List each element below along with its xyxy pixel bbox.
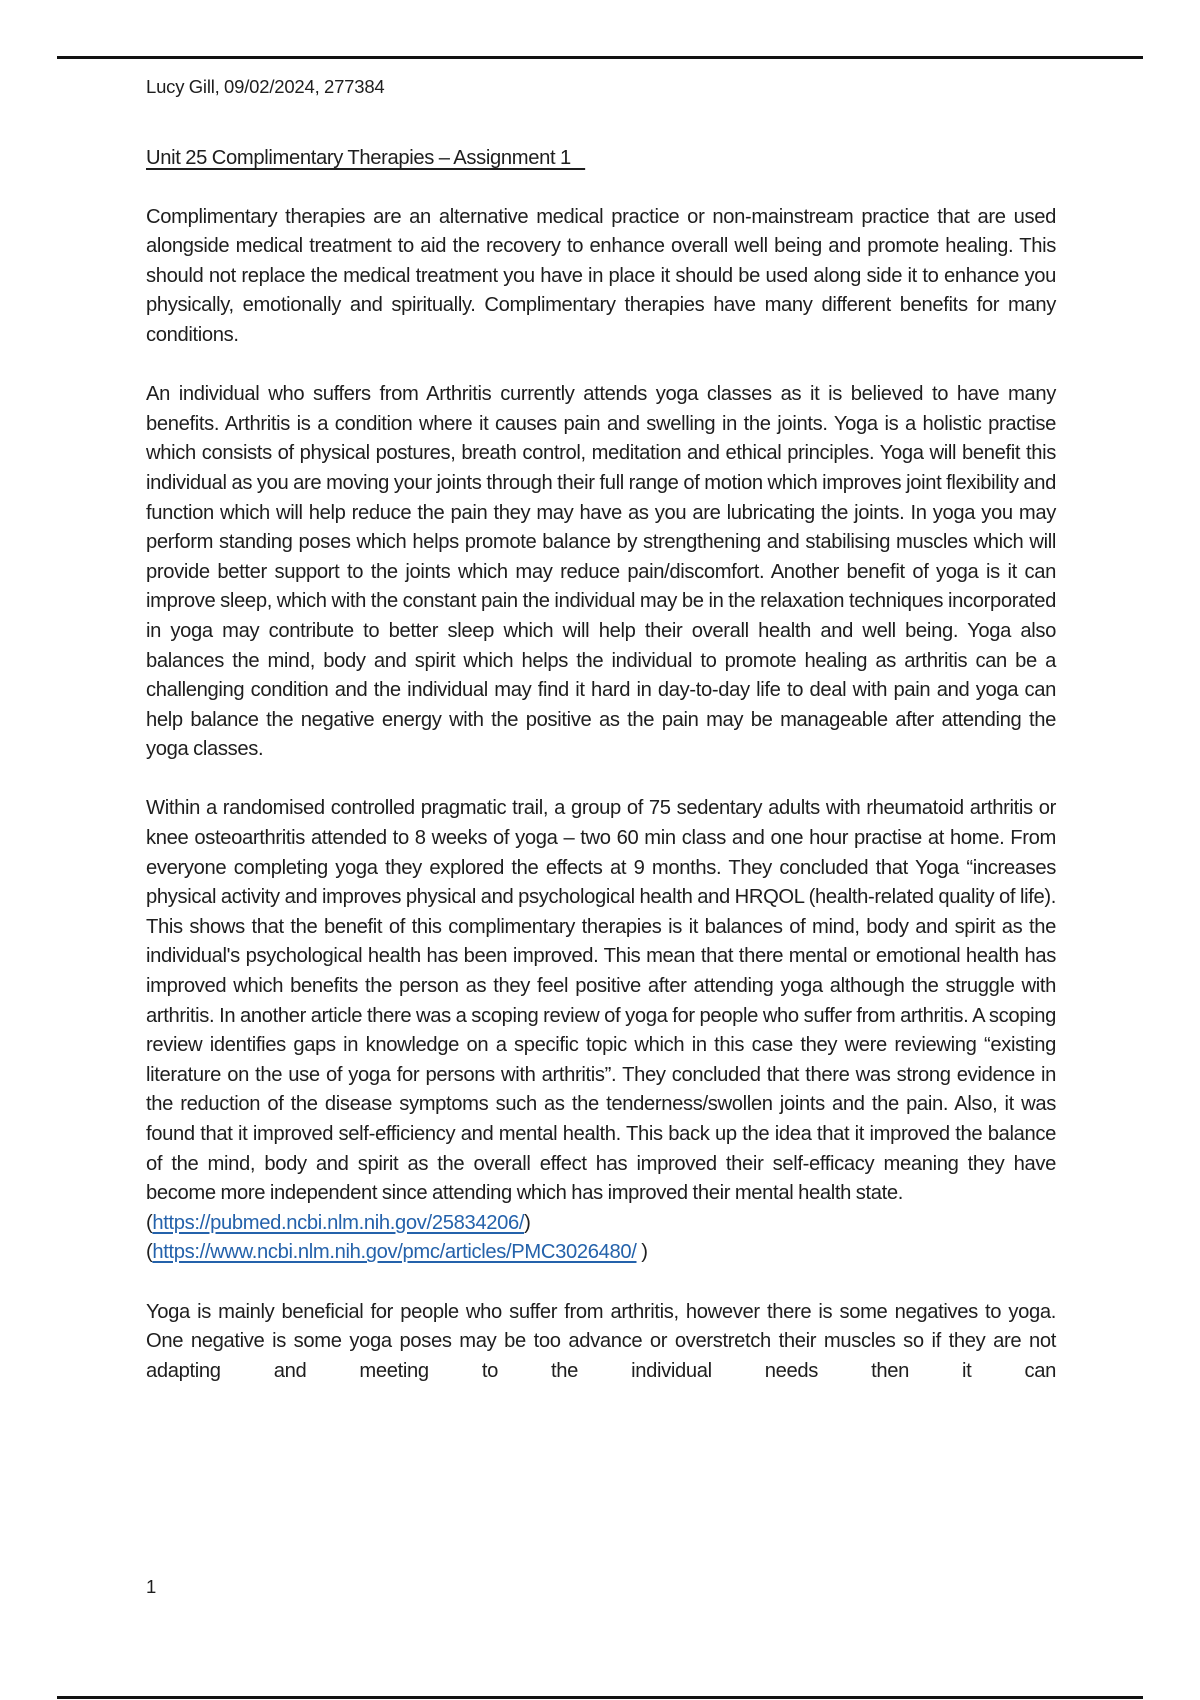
document-title: Unit 25 Complimentary Therapies – Assignment 1 (146, 147, 586, 169)
reference-1 (146, 1209, 1056, 1239)
author-line: Lucy Gill, 09/02/2024, 277384 (146, 76, 385, 97)
reference-2-open: ( (146, 1241, 153, 1264)
page-number: 1 (146, 1576, 157, 1597)
footer-rule (57, 1696, 1143, 1699)
document-page (146, 72, 1056, 1386)
reference-1-close: ) (524, 1211, 531, 1234)
paragraph-research: Within a randomised controlled pragmatic trail, a group of 75 sedentary adults with rheumatoid arthritis or knee osteoarthritis attended to 8 weeks of yoga – two 60 min class and one hour practise at home. From everyone completing yoga they explored the effects at 9 months. They concluded that Yoga “increases physical activity and improves physical and psychological health and HRQOL (health-related quality of life). This shows that the benefit of this complimentary therapies is it balances of mind, body and spirit as the individual's psychological health has been improved. This mean that there mental or emotional health has improved which benefits the person as they feel positive after attending yoga although the struggle with arthritis. In another article there was a scoping review of yoga for people who suffer from arthritis. A scoping review identifies gaps in knowledge on a specific topic which in this case they were reviewing “existing literature on the use of yoga for persons with arthritis”. They concluded that there was strong evidence in the reduction of the disease symptoms such as the tenderness/swollen joints and the pain. Also, it was found that it improved self-efficiency and mental health. This back up the idea that it improved the balance of the mind, body and spirit as the overall effect has improved their self-efficacy meaning they have become more independent since attending which has improved their mental health state. (146, 797, 1056, 1205)
header-rule (57, 56, 1143, 59)
reference-2-link[interactable]: https://www.ncbi.nlm.nih.gov/pmc/articles/PMC3026480/ (152, 1241, 637, 1264)
paragraph-intro: Complimentary therapies are an alternative medical practice or non-mainstream practice that are used alongside medical treatment to aid the recovery to enhance overall well being and promote healing. This should not replace the medical treatment you have in place it should be used along side it to enhance you physically, emotionally and spiritually. Complimentary therapies have many different benefits for many conditions. (146, 205, 1056, 346)
reference-2-close: ) (636, 1241, 648, 1264)
reference-1-open: ( (146, 1211, 153, 1234)
paragraph-negatives: Yoga is mainly beneficial for people who suffer from arthritis, however there is some negatives to yoga. One negative is some yoga poses may be too advance or overstretch their muscles so if they are not adapting and meeting to the individual needs then it can (146, 1300, 1056, 1382)
reference-1-link[interactable]: https://pubmed.ncbi.nlm.nih.gov/25834206/ (152, 1211, 525, 1234)
reference-2 (146, 1238, 1056, 1268)
paragraph-yoga-benefits: An individual who suffers from Arthritis currently attends yoga classes as it is believed to have many benefits. Arthritis is a condition where it causes pain and swelling in the joints. Yoga is a holistic practise which consists of physical postures, breath control, meditation and ethical principles. Yoga will benefit this individual as you are moving your joints through their full range of motion which improves joint flexibility and function which will help reduce the pain they may have as you are lubricating the joints. In yoga you may perform standing poses which helps promote balance by strengthening and stabilising muscles which will provide better support to the joints which may reduce pain/discomfort. Another benefit of yoga is it can improve sleep, which with the constant pain the individual may be in the relaxation techniques incorporated in yoga may contribute to better sleep which will help their overall health and well being. Yoga also balances the mind, body and spirit which helps the individual to promote healing as arthritis can be a challenging condition and the individual may find it hard in day-to-day life to deal with pain and yoga can help balance the negative energy with the positive as the pain may be manageable after attending the yoga classes. (146, 383, 1056, 761)
